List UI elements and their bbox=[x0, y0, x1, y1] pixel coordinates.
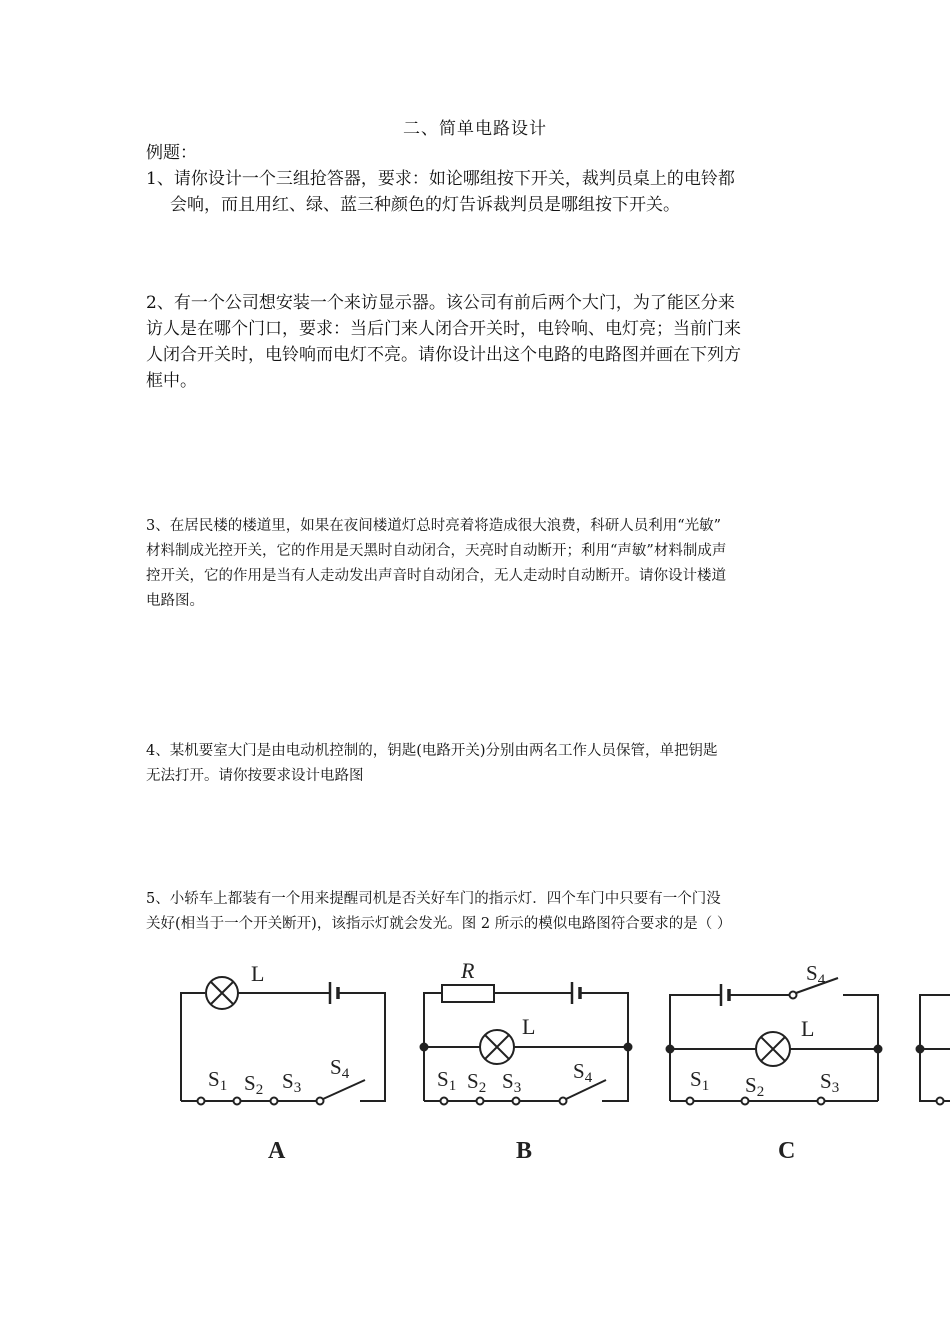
circuit-c-junction-left bbox=[667, 1046, 674, 1053]
circuit-b-s3-label: S3 bbox=[502, 1069, 522, 1096]
circuit-figure bbox=[0, 945, 950, 1175]
circuit-c-lamp-label: L bbox=[801, 1016, 815, 1041]
circuit-b-resistor-label: R bbox=[461, 958, 475, 983]
circuit-a-wire-right bbox=[338, 993, 385, 1101]
circuit-c-option-label: C bbox=[778, 1138, 796, 1164]
question-3-line-4: 电路图。 bbox=[146, 593, 204, 609]
circuit-c-s1-label: S1 bbox=[690, 1067, 710, 1094]
circuit-b-junction-right bbox=[625, 1044, 632, 1051]
question-2-line-4: 框中。 bbox=[146, 371, 197, 391]
question-5-line-2: 关好(相当于一个开关断开)，该指示灯就会发光。图 2 所示的模似电路图符合要求的是（ ） bbox=[146, 916, 732, 932]
circuit-b-option-label: B bbox=[516, 1138, 533, 1164]
circuit-c-s2-label: S2 bbox=[745, 1073, 765, 1100]
circuit-b-s4-label: S4 bbox=[573, 1059, 593, 1086]
question-5 bbox=[146, 887, 810, 937]
question-4-line-2: 无法打开。请你按要求设计电路图 bbox=[146, 768, 364, 784]
circuit-a-s4-contact bbox=[317, 1098, 324, 1105]
circuit-a-s3-label: S3 bbox=[282, 1069, 302, 1096]
circuit-c-s4-label: S4 bbox=[806, 961, 826, 988]
circuit-c-s4-contact bbox=[790, 992, 797, 999]
circuit-b-lamp-cross bbox=[485, 1035, 509, 1059]
circuit-a-wire-left bbox=[181, 993, 205, 1101]
circuit-a bbox=[181, 961, 385, 1164]
question-1-line-2: 会响，而且用红、绿、蓝三种颜色的灯告诉裁判员是哪组按下开关。 bbox=[170, 195, 680, 215]
circuit-c-s2-contact bbox=[742, 1098, 749, 1105]
circuit-a-s3-contact bbox=[271, 1098, 278, 1105]
circuit-b-s2-contact bbox=[477, 1098, 484, 1105]
page-title: 二、简单电路设计 bbox=[403, 119, 547, 139]
question-5-line-1: 5、小轿车上都装有一个用来提醒司机是否关好车门的指示灯．四个车门中只要有一个门没 bbox=[146, 891, 721, 907]
circuit-c-s3-contact bbox=[818, 1098, 825, 1105]
circuit-c-s3-label: S3 bbox=[820, 1069, 840, 1096]
circuit-b-lamp-label: L bbox=[522, 1014, 536, 1039]
circuit-c-s1-contact bbox=[687, 1098, 694, 1105]
question-2-line-1: 2、有一个公司想安装一个来访显示器。该公司有前后两个大门，为了能区分来 bbox=[146, 293, 735, 313]
question-1-line-1: 1、请你设计一个三组抢答器，要求：如论哪组按下开关，裁判员桌上的电铃都 bbox=[146, 169, 735, 189]
circuit-d-partial bbox=[917, 995, 950, 1105]
circuit-a-option-label: A bbox=[268, 1138, 286, 1164]
circuit-c-lamp-cross bbox=[761, 1037, 785, 1061]
intro-label: 例题： bbox=[146, 143, 197, 163]
circuit-d-junction-left bbox=[917, 1046, 924, 1053]
circuit-diagrams-svg bbox=[0, 945, 950, 1175]
question-3 bbox=[146, 514, 810, 614]
circuit-b-s4-contact bbox=[560, 1098, 567, 1105]
circuit-a-s1-contact bbox=[198, 1098, 205, 1105]
circuit-c-junction-right bbox=[875, 1046, 882, 1053]
circuit-b-resistor bbox=[442, 985, 494, 1002]
circuit-b bbox=[421, 958, 632, 1164]
circuit-d-contact bbox=[937, 1098, 944, 1105]
circuit-b-s3-contact bbox=[513, 1098, 520, 1105]
circuit-a-lamp-label: L bbox=[251, 961, 265, 986]
question-2-line-2: 访人是在哪个门口，要求：当后门来人闭合开关时，电铃响、电灯亮；当前门来 bbox=[146, 319, 741, 339]
circuit-c bbox=[667, 961, 882, 1164]
question-2 bbox=[146, 290, 810, 394]
question-2-line-3: 人闭合开关时，电铃响而电灯不亮。请你设计出这个电路的电路图并画在下列方 bbox=[146, 345, 741, 365]
question-3-line-1: 3、在居民楼的楼道里，如果在夜间楼道灯总时亮着将造成很大浪费，科研人员利用“光敏” bbox=[146, 518, 722, 534]
circuit-b-s1-label: S1 bbox=[437, 1067, 457, 1094]
circuit-a-s4-blade bbox=[323, 1080, 365, 1099]
question-4 bbox=[146, 739, 810, 789]
question-1 bbox=[146, 166, 810, 218]
circuit-b-s2-label: S2 bbox=[467, 1069, 487, 1096]
question-4-line-1: 4、某机要室大门是由电动机控制的，钥匙(电路开关)分别由两名工作人员保管，单把钥匙 bbox=[146, 743, 718, 759]
circuit-b-junction-left bbox=[421, 1044, 428, 1051]
circuit-a-lamp-cross bbox=[211, 982, 233, 1004]
circuit-a-s4-label: S4 bbox=[330, 1055, 350, 1082]
circuit-b-s1-contact bbox=[441, 1098, 448, 1105]
circuit-a-s1-label: S1 bbox=[208, 1067, 228, 1094]
circuit-a-s2-contact bbox=[234, 1098, 241, 1105]
circuit-a-s2-label: S2 bbox=[244, 1071, 264, 1098]
question-3-line-2: 材料制成光控开关，它的作用是天黑时自动闭合，天亮时自动断开；利用“声敏”材料制成声 bbox=[146, 543, 727, 559]
question-3-line-3: 控开关，它的作用是当有人走动发出声音时自动闭合，无人走动时自动断开。请你设计楼道 bbox=[146, 568, 726, 584]
